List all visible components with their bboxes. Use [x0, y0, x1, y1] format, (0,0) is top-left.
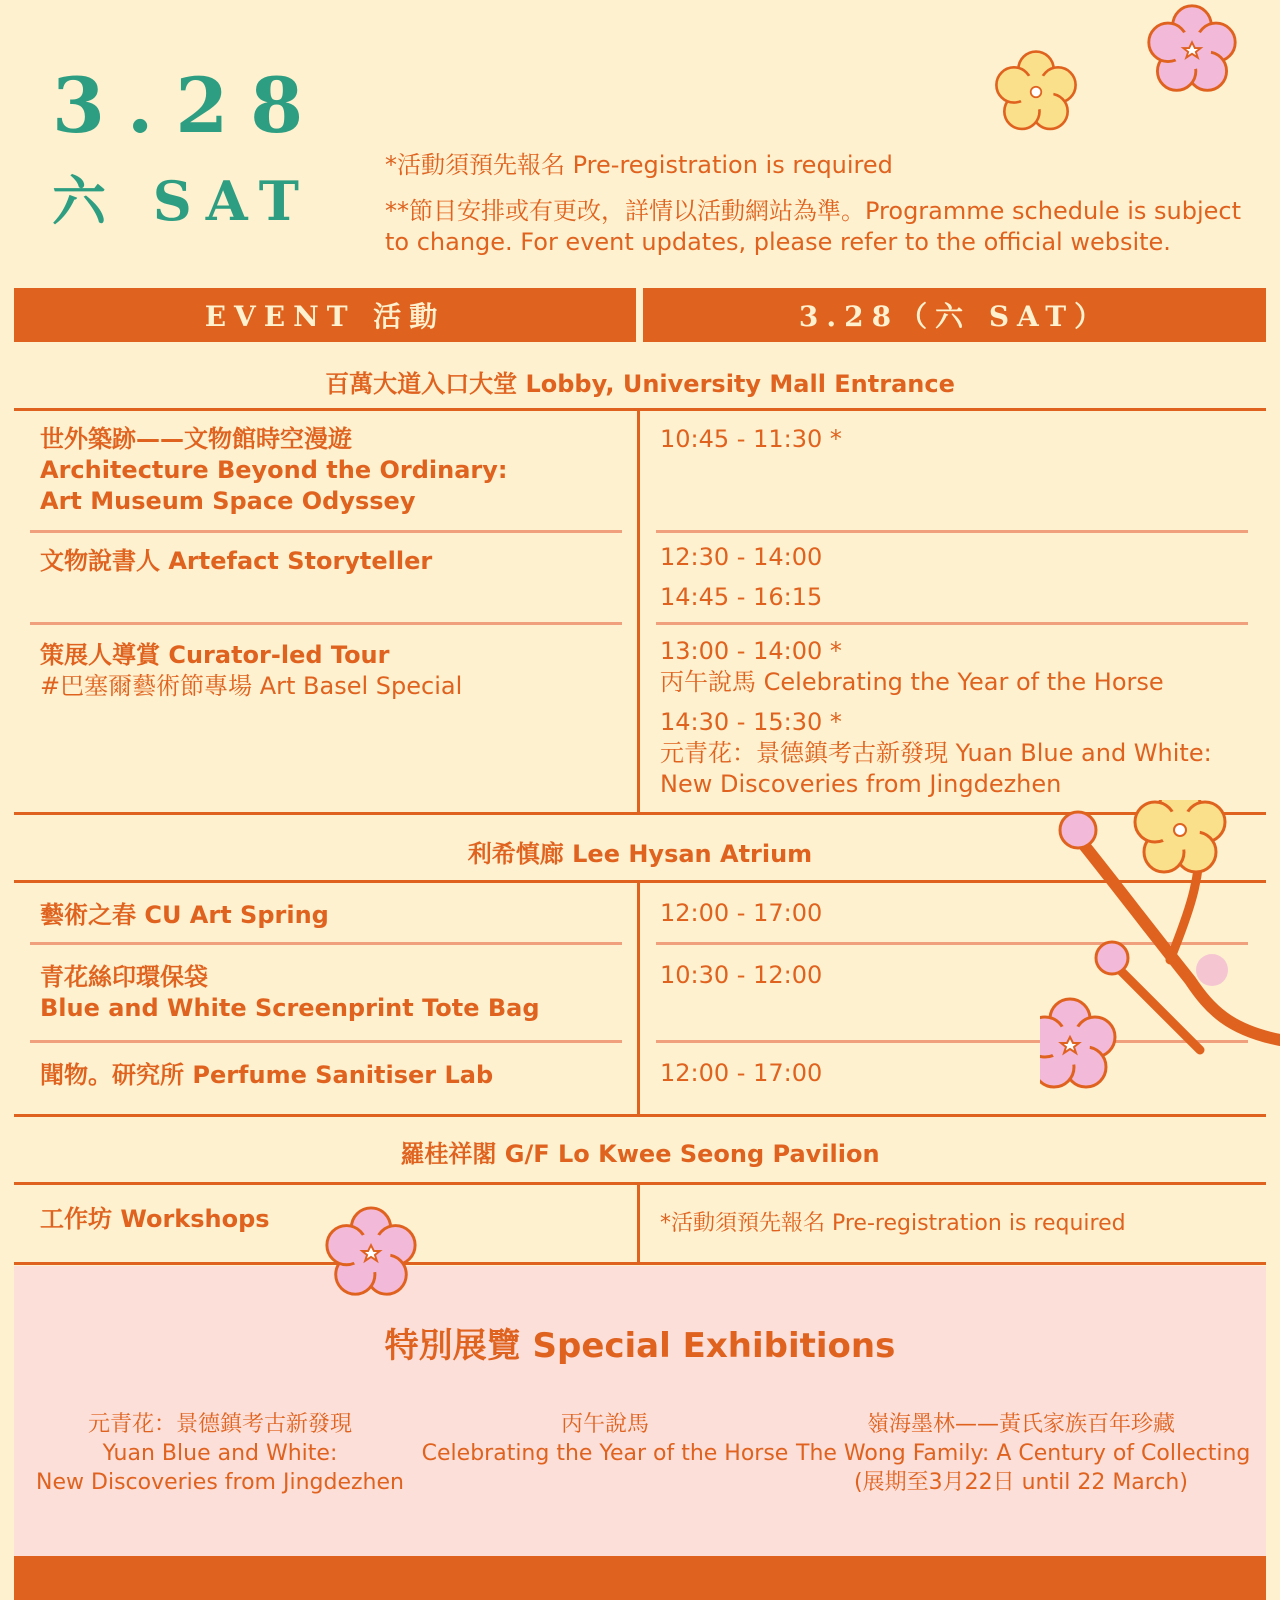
yellow-flower-icon	[992, 48, 1080, 136]
event-time-desc: 元青花：景德鎮考古新發現 Yuan Blue and White:	[660, 739, 1212, 767]
event-curator-tour	[40, 640, 610, 702]
footer-bar	[14, 1556, 1266, 1600]
event-time: 13:00 - 14:00 *	[660, 637, 842, 665]
section-title-atrium: 利希慎廊 Lee Hysan Atrium	[467, 840, 813, 868]
event-time: 12:00 - 17:00	[660, 1059, 823, 1087]
row-divider	[30, 622, 622, 625]
event-tote-bag	[40, 962, 610, 1024]
event-time-desc: New Discoveries from Jingdezhen	[660, 770, 1062, 798]
pink-flower-icon	[1140, 2, 1244, 98]
event-time: 14:30 - 15:30 *	[660, 708, 842, 736]
column-divider	[637, 410, 640, 812]
event-time: 10:30 - 12:00	[660, 961, 823, 989]
event-architecture	[40, 424, 610, 517]
event-date: 3.28	[52, 61, 326, 150]
event-storyteller: 文物說書人 Artefact Storyteller	[40, 547, 433, 575]
divider	[14, 408, 1266, 411]
exhibition-wong	[796, 1410, 1251, 1497]
registration-note: *活動須預先報名 Pre-registration is required	[385, 151, 893, 179]
exhibition-name-en: The Wong Family: A Century of Collecting	[796, 1441, 1251, 1466]
column-divider	[637, 1184, 640, 1262]
event-name: 策展人導賞 Curator-led Tour	[40, 641, 390, 669]
column-divider	[637, 882, 640, 1114]
event-name-en: Art Museum Space Odyssey	[40, 487, 416, 515]
event-subtitle: #巴塞爾藝術節專場 Art Basel Special	[40, 672, 463, 700]
divider	[14, 1182, 1266, 1185]
event-name-zh: 世外築跡——文物館時空漫遊	[40, 425, 352, 453]
exhibition-name-en: New Discoveries from Jingdezhen	[36, 1470, 404, 1495]
event-time: 12:30 - 14:00	[660, 543, 823, 571]
exhibition-name-zh: 丙午說馬	[560, 1412, 649, 1437]
exhibition-name-zh: 元青花：景德鎮考古新發現	[87, 1412, 352, 1437]
exhibition-horse	[420, 1410, 790, 1468]
row-divider	[30, 1040, 622, 1043]
registration-note: *活動須預先報名 Pre-registration is required	[660, 1211, 1126, 1236]
event-workshops: 工作坊 Workshops	[40, 1205, 270, 1233]
section-title-pavilion: 羅桂祥閣 G/F Lo Kwee Seong Pavilion	[400, 1140, 880, 1168]
event-day: 六 SAT	[52, 169, 313, 233]
event-time-desc: 丙午說馬 Celebrating the Year of the Horse	[660, 668, 1164, 696]
column-header-event: EVENT 活動	[14, 288, 636, 342]
event-time: 10:45 - 11:30 *	[660, 425, 842, 453]
event-time: 14:45 - 16:15	[660, 583, 823, 611]
event-name-en: Architecture Beyond the Ordinary:	[40, 456, 508, 484]
plum-branch-illustration	[1040, 800, 1280, 1100]
exhibition-dates: (展期至3月22日 until 22 March)	[854, 1470, 1188, 1495]
divider	[14, 1114, 1266, 1117]
exhibition-yuan	[30, 1410, 410, 1497]
row-divider	[30, 530, 622, 533]
exhibition-name-en: Celebrating the Year of the Horse	[421, 1441, 789, 1466]
pink-flower-icon	[322, 1204, 420, 1302]
section-title-lobby: 百萬大道入口大堂 Lobby, University Mall Entrance	[325, 370, 955, 398]
event-time: 12:00 - 17:00	[660, 899, 823, 927]
exhibition-name-en: Yuan Blue and White:	[102, 1441, 338, 1466]
schedule-change-note: **節目安排或有更改，詳情以活動網站為準。Programme schedule is subject to change. For event updates, please refer to the official website.	[385, 197, 1242, 256]
event-perfume-lab: 聞物。研究所 Perfume Sanitiser Lab	[40, 1061, 494, 1089]
special-exhibitions-title: 特別展覽 Special Exhibitions	[384, 1326, 896, 1366]
event-name-en: Blue and White Screenprint Tote Bag	[40, 994, 540, 1022]
event-name-zh: 青花絲印環保袋	[40, 963, 208, 991]
exhibition-name-zh: 嶺海墨林——黃氏家族百年珍藏	[866, 1412, 1175, 1437]
row-divider	[656, 530, 1248, 533]
divider	[14, 1262, 1266, 1265]
row-divider	[656, 622, 1248, 625]
event-art-spring: 藝術之春 CU Art Spring	[40, 901, 329, 929]
row-divider	[30, 942, 622, 945]
column-header-date: 3.28（六 SAT）	[643, 288, 1266, 342]
